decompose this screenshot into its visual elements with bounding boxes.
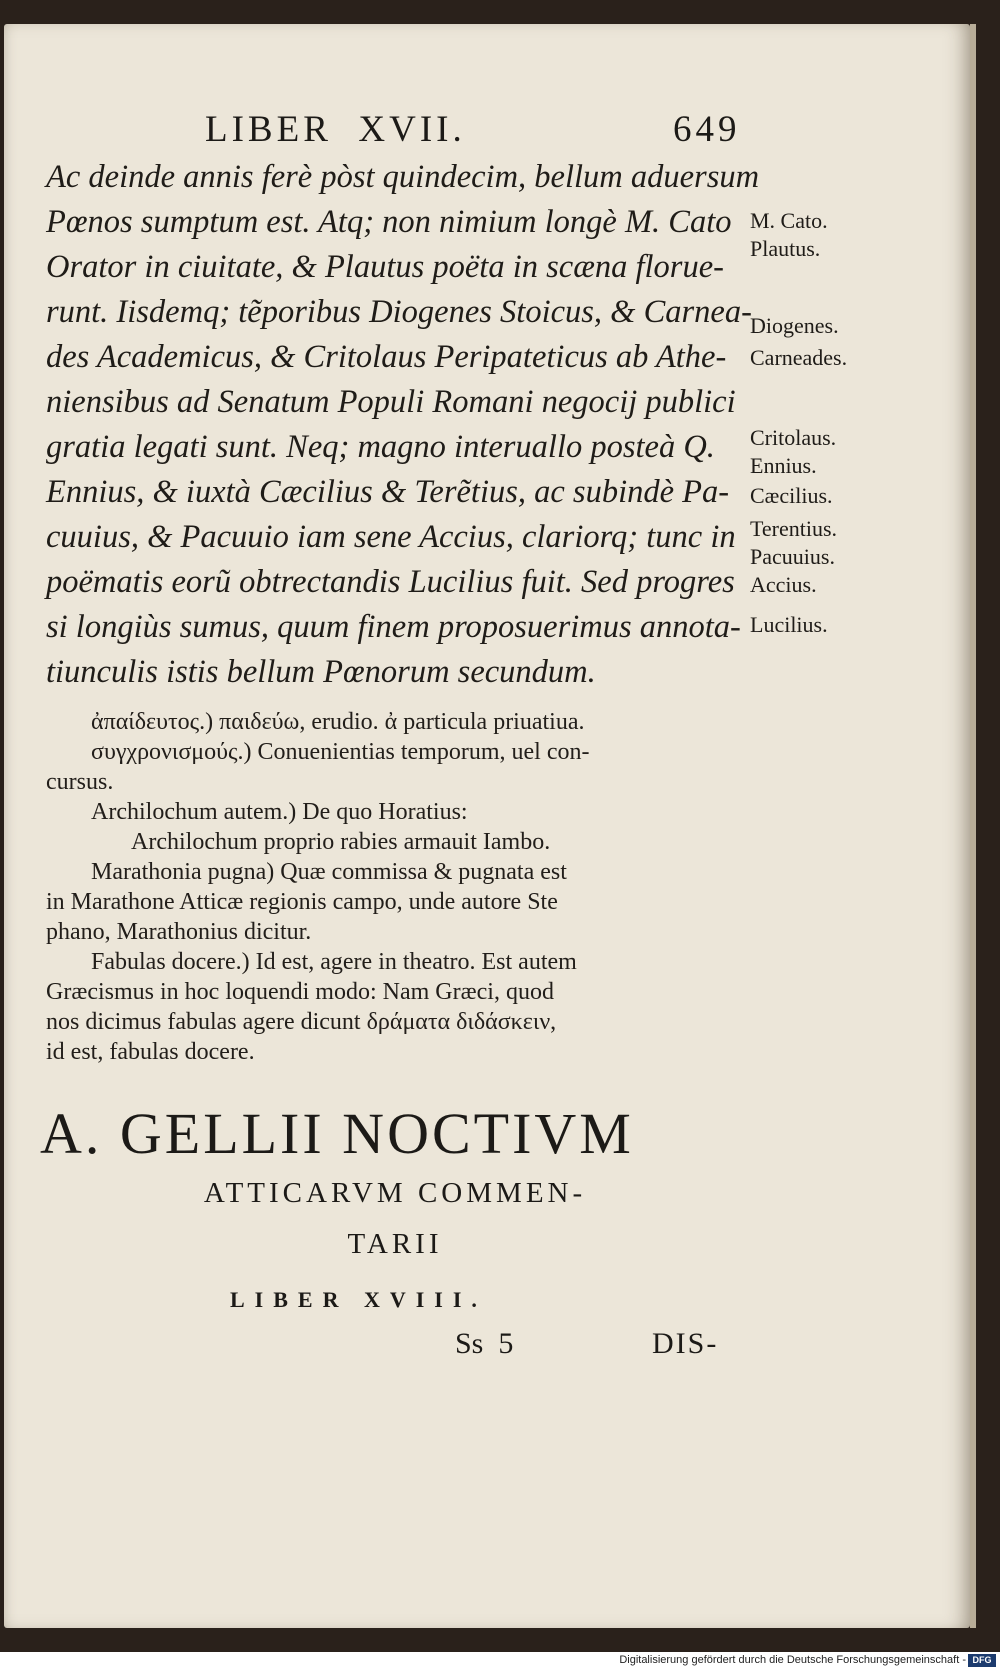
- book-title-line3: TARII: [347, 1228, 443, 1260]
- annotation-line: συγχρονισμούς.) Conuenientias temporum, uel con-: [91, 739, 590, 765]
- main-text-line: niensibus ad Senatum Populi Romani negocij publici: [46, 384, 736, 420]
- main-text-line: gratia legati sunt. Neq; magno interuallo posteà Q.: [46, 429, 715, 465]
- annotations-block: [46, 707, 746, 1067]
- main-text-line: tiunculis istis bellum Pœnorum secundum.: [46, 654, 596, 690]
- annotation-line: cursus.: [46, 769, 114, 795]
- annotation-line: nos dicimus fabulas agere dicunt δράματα διδάσκειν,: [46, 1009, 557, 1035]
- book-title-line2: ATTICARVM COMMEN-: [203, 1177, 587, 1209]
- annotation-line: Archilochum proprio rabies armauit Iambo.: [131, 829, 551, 855]
- margin-note: Terentius.: [750, 516, 838, 541]
- margin-note: Critolaus.: [750, 425, 837, 450]
- main-text-line: des Academicus, & Critolaus Peripateticus ab Athe-: [46, 339, 727, 375]
- running-head: [205, 108, 745, 158]
- main-text-line: runt. Iisdemq; tẽporibus Diogenes Stoicus, & Carnea-: [46, 294, 752, 330]
- margin-note: Cæcilius.: [750, 483, 833, 508]
- main-text-line: Ennius, & iuxtà Cæcilius & Terẽtius, ac subindè Pa-: [46, 474, 730, 510]
- margin-note: Carneades.: [750, 345, 848, 370]
- main-text-block: [46, 155, 760, 695]
- main-text-line: si longiùs sumus, quum finem proposuerimus annota-: [46, 609, 741, 645]
- annotation-line: id est, fabulas docere.: [46, 1039, 255, 1065]
- signature-mark: Ss 5: [455, 1327, 514, 1360]
- running-head-title: LIBER XVII.: [205, 109, 466, 150]
- catchword: DIS-: [652, 1327, 719, 1360]
- annotation-line: Archilochum autem.) De quo Horatius:: [91, 799, 468, 825]
- margin-note: Pacuuius.: [750, 544, 835, 569]
- margin-note: Ennius.: [750, 453, 817, 478]
- margin-note: M. Cato.: [750, 208, 828, 233]
- book-title-line1: A. GELLII NOCTIVM: [40, 1101, 634, 1166]
- annotation-line: phano, Marathonius dicitur.: [46, 919, 312, 945]
- annotation-line: Fabulas docere.) Id est, agere in theatro. Est autem: [91, 949, 577, 975]
- annotation-line: ἀπαίδευτος.) παιδεύω, erudio. ἀ particula priuatiua.: [91, 709, 585, 735]
- footer-credit: Digitalisierung gefördert durch die Deutsche Forschungsgemeinschaft -: [619, 1654, 966, 1666]
- annotation-line: Marathonia pugna) Quæ commissa & pugnata est: [91, 859, 567, 885]
- page-number: 649: [673, 109, 741, 150]
- margin-note: Diogenes.: [750, 313, 839, 338]
- annotation-line: Græcismus in hoc loquendi modo: Nam Græci, quod: [46, 979, 554, 1005]
- book-title-block: [40, 1100, 750, 1313]
- margin-note: Accius.: [750, 572, 817, 597]
- margin-note: Lucilius.: [750, 612, 828, 637]
- main-text-line: cuuius, & Pacuuio iam sene Accius, clariorq; tunc in: [46, 519, 736, 555]
- main-text-line: Orator in ciuitate, & Plautus poëta in scæna florue-: [46, 249, 724, 285]
- annotation-line: in Marathone Atticæ regionis campo, unde autore Ste: [46, 889, 558, 915]
- page-edge: [970, 24, 976, 1628]
- dfg-logo: DFG: [968, 1654, 996, 1667]
- margin-note: Plautus.: [750, 236, 821, 261]
- main-text-line: poëmatis eorũ obtrectandis Lucilius fuit. Sed progres: [46, 564, 735, 600]
- book-number-heading: LIBER XVIII.: [230, 1287, 487, 1312]
- main-text-line: Ac deinde annis ferè pòst quindecim, bellum aduersum: [46, 159, 760, 195]
- main-text-line: Pœnos sumptum est. Atq; non nimium longè M. Cato: [46, 204, 732, 240]
